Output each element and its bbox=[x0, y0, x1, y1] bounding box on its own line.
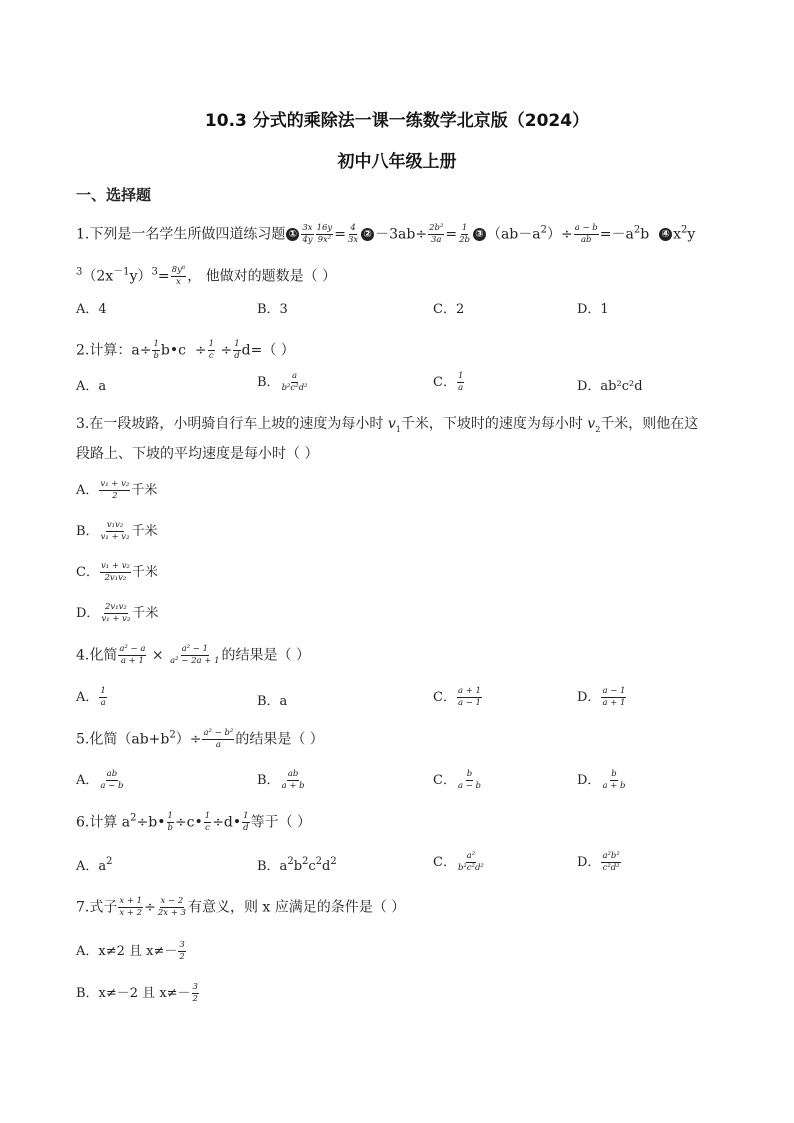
fraction: $\frac{1}{a}$ bbox=[100, 686, 106, 708]
fraction: $\frac{\text{a² − 1}}{\text{a² − 2a + 1}}$ bbox=[170, 644, 220, 666]
fraction: $\frac{a - b}{ab}$ bbox=[574, 223, 598, 245]
option-c[interactable]: C． $\frac{1}{a}$ bbox=[433, 371, 464, 393]
fraction: $\frac{a + 1}{a - 1}$ bbox=[457, 686, 481, 708]
fraction: $\frac{\text{a²}}{\text{b²c²d²}}$ bbox=[457, 851, 484, 873]
fraction: $\frac{b}{a + b}$ bbox=[602, 769, 626, 791]
option-a[interactable]: A． $\frac{ab}{a - b}$ bbox=[76, 769, 124, 791]
option-d[interactable]: D． $\frac{\text{a²b²}}{\text{c²d²}}$ bbox=[577, 851, 620, 873]
option-a[interactable]: A． $\frac{\text{v₁ + v₂}}{2}$ 千米 bbox=[76, 479, 158, 501]
section-heading: 一、选择题 bbox=[76, 186, 152, 204]
fraction: $\frac{x - 2}{2x + 3}$ bbox=[157, 896, 186, 918]
option-a[interactable]: A．a bbox=[76, 379, 107, 394]
question-1-prefix: 1.下列是一名学生所做四道练习题 bbox=[76, 226, 286, 243]
fraction: $\frac{4}{3x}$ bbox=[347, 223, 359, 245]
fraction: $\frac{\text{2b²}}{3a}$ bbox=[429, 223, 444, 245]
option-d[interactable]: D．ab²c²d bbox=[577, 379, 643, 394]
fraction: $\frac{16y}{\text{9x²}}$ bbox=[316, 223, 333, 245]
fraction: $\frac{1}{b}$ bbox=[167, 811, 173, 833]
question-3-line-1: 3.在一段坡路，小明骑自行车上坡的速度为每小时 $v_1$千米，下坡时的速度为每小时 $v_2$千米，则他在这 bbox=[76, 416, 699, 434]
option-b[interactable]: B．$a^2b^2c^2d^2$ bbox=[257, 856, 337, 874]
question-5: 5.化简$(ab+b^2)\div$ $\frac{\text{a² − b²}}{a}$ 的结果是（ ） bbox=[76, 728, 324, 750]
fraction: $\frac{ab}{a - b}$ bbox=[100, 769, 124, 791]
question-7: 7.式子 $\frac{x + 1}{x + 2}$ ÷ $\frac{x - 2}{2x + 3}$ 有意义，则 x 应满足的条件是（ ） bbox=[76, 896, 406, 918]
fraction: $\frac{\text{2v₁v₂}}{\text{v₁ + v₂}}$ bbox=[101, 602, 131, 624]
fraction: $\frac{\text{v₁ + v₂}}{2}$ bbox=[100, 479, 130, 501]
option-c[interactable]: C． $\frac{\text{v₁ + v₂}}{\text{2v₁v₂}}$ 千米 bbox=[76, 561, 158, 583]
fraction: $\frac{3}{2}$ bbox=[192, 982, 198, 1004]
option-c[interactable]: C． $\frac{b}{a - b}$ bbox=[433, 769, 481, 791]
option-c[interactable]: C． $\frac{\text{a²}}{\text{b²c²d²}}$ bbox=[433, 851, 484, 873]
fraction: $\frac{b}{a - b}$ bbox=[457, 769, 481, 791]
fraction: $\frac{3x}{4y}$ bbox=[302, 223, 313, 245]
page-subtitle: 初中八年级上册 bbox=[337, 152, 457, 172]
option-a[interactable]: A．4 bbox=[76, 302, 107, 317]
question-1-line-1: 1.下列是一名学生所做四道练习题 ① $\frac{3x}{4y}$ $\frac{16y}{\text{9x²}}$ = $\frac{4}{3x}$ ② －3ab÷ $\frac{\text{2b²}}{3a}$ = $\frac{1}{2b}$ ③ $(ab-a^2)\div$ $\frac{a - b}{ab}$ $=-a^2b$ ④ $x^2y$ bbox=[76, 223, 696, 245]
fraction: $\frac{1}{2b}$ bbox=[459, 223, 470, 245]
fraction: $\frac{1}{b}$ bbox=[153, 339, 159, 361]
option-d[interactable]: D． $\frac{a - 1}{a + 1}$ bbox=[577, 686, 626, 708]
option-c[interactable]: C．2 bbox=[433, 302, 465, 317]
fraction: $\frac{\text{v₁ + v₂}}{\text{2v₁v₂}}$ bbox=[100, 561, 130, 583]
option-b[interactable]: B． $\frac{ab}{a + b}$ bbox=[257, 769, 305, 791]
option-d[interactable]: D．1 bbox=[577, 302, 609, 317]
circled-number-icon: ① bbox=[286, 228, 299, 241]
question-3-line-2: 段路上、下坡的平均速度是每小时（ ） bbox=[76, 446, 319, 462]
fraction: $\frac{a - 1}{a + 1}$ bbox=[602, 686, 626, 708]
question-1-line-2: $^3(2x^{-1}y)^3=$ $\frac{\text{8y⁶}}{x}$ ， 他做对的题数是（ ） bbox=[76, 265, 337, 287]
option-b[interactable]: B．3 bbox=[257, 302, 288, 317]
fraction: $\frac{ab}{a + b}$ bbox=[281, 769, 305, 791]
fraction: $\frac{\text{8y⁶}}{x}$ bbox=[171, 265, 186, 287]
question-4: 4.化简 $\frac{\text{a² − a}}{a + 1}$ × $\frac{\text{a² − 1}}{\text{a² − 2a + 1}}$ 的结果是（ ） bbox=[76, 644, 310, 666]
fraction: $\frac{\text{a²b²}}{\text{c²d²}}$ bbox=[602, 851, 620, 873]
fraction: $\frac{3}{2}$ bbox=[179, 940, 185, 962]
fraction: $\frac{x + 1}{x + 2}$ bbox=[119, 896, 143, 918]
option-a[interactable]: A．x≠2 且 x≠－ $\frac{3}{2}$ bbox=[76, 940, 185, 962]
option-d[interactable]: D． $\frac{\text{2v₁v₂}}{\text{v₁ + v₂}}$ 千米 bbox=[76, 602, 159, 624]
question-6: 6.计算 $a^2\div b•$ $\frac{1}{b}$ ÷c• $\frac{1}{c}$ ÷d• $\frac{1}{d}$ 等于（ ） bbox=[76, 811, 312, 833]
option-b[interactable]: B． $\frac{\text{v₁v₂}}{\text{v₁ + v₂}}$ 千米 bbox=[76, 520, 158, 542]
option-a[interactable]: A． $\frac{1}{a}$ bbox=[76, 686, 106, 708]
fraction: $\frac{1}{a}$ bbox=[457, 371, 464, 393]
fraction: $\frac{a}{\text{b²c²d²}}$ bbox=[281, 371, 308, 393]
option-b[interactable]: B．x≠－2 且 x≠－ $\frac{3}{2}$ bbox=[76, 982, 198, 1004]
fraction: $\frac{1}{c}$ bbox=[204, 811, 211, 833]
circled-number-icon: ③ bbox=[473, 228, 486, 241]
fraction: $\frac{\text{a² − b²}}{a}$ bbox=[203, 728, 234, 750]
circled-number-icon: ④ bbox=[659, 228, 672, 241]
fraction: $\frac{\text{a² − a}}{a + 1}$ bbox=[119, 644, 146, 666]
fraction: $\frac{1}{d}$ bbox=[234, 339, 240, 361]
question-2: 2.计算：a÷ $\frac{1}{b}$ b•c ÷ $\frac{1}{c}$ ÷ $\frac{1}{d}$ d=（ ） bbox=[76, 339, 295, 361]
circled-number-icon: ② bbox=[361, 228, 374, 241]
fraction: $\frac{1}{d}$ bbox=[243, 811, 249, 833]
option-d[interactable]: D． $\frac{b}{a + b}$ bbox=[577, 769, 626, 791]
page-title: 10.3 分式的乘除法一课一练数学北京版（2024） bbox=[204, 111, 590, 131]
option-b[interactable]: B．a bbox=[257, 694, 288, 709]
fraction: $\frac{1}{c}$ bbox=[208, 339, 215, 361]
option-c[interactable]: C． $\frac{a + 1}{a - 1}$ bbox=[433, 686, 481, 708]
option-a[interactable]: A．$a^2$ bbox=[76, 856, 113, 874]
fraction: $\frac{\text{v₁v₂}}{\text{v₁ + v₂}}$ bbox=[100, 520, 130, 542]
option-b[interactable]: B． $\frac{a}{\text{b²c²d²}}$ bbox=[257, 371, 308, 393]
